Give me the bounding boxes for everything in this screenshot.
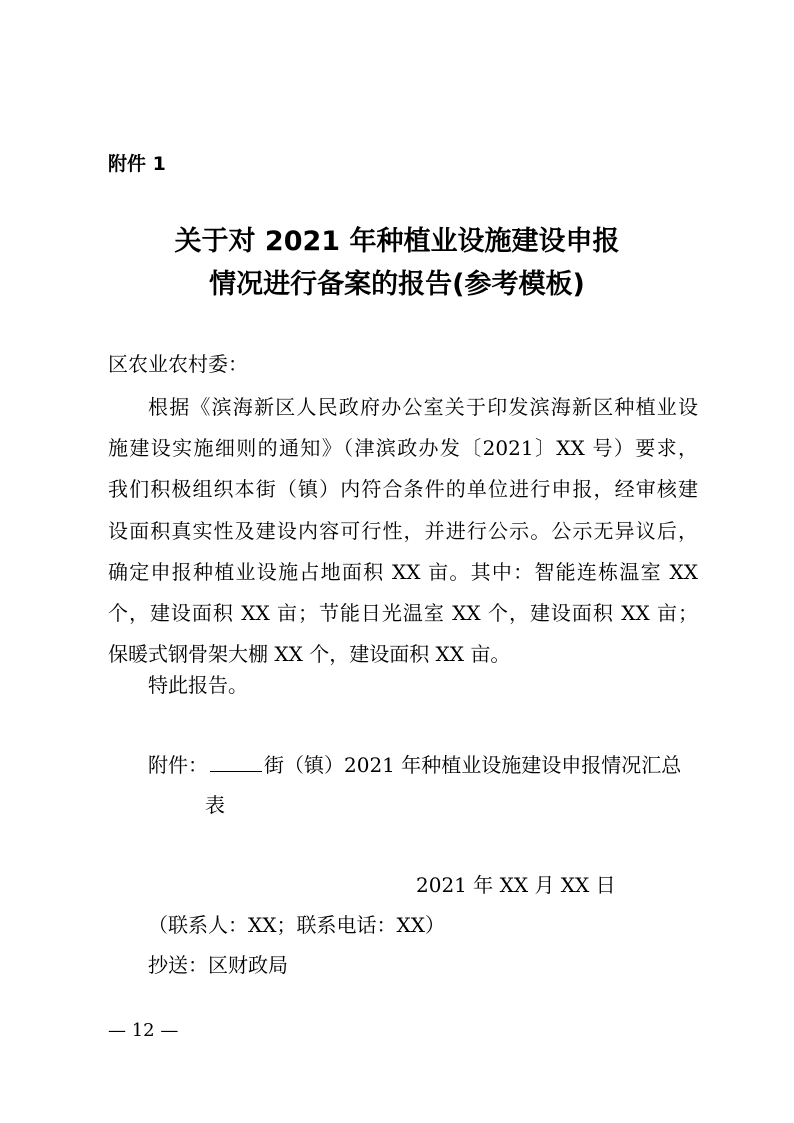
- report-date: 2021 年 XX 月 XX 日: [416, 873, 616, 897]
- body-line-7: 保暖式钢骨架大棚 XX 个，建设面积 XX 亩。: [108, 642, 511, 667]
- body-line-6: 个，建设面积 XX 亩；节能日光温室 XX 个，建设面积 XX 亩；: [108, 600, 698, 625]
- body-paragraph: [108, 387, 698, 675]
- attachment-note-continuation: 表: [205, 793, 225, 817]
- attachment-note-prefix: 附件：: [148, 753, 208, 777]
- body-line-3: 我们积极组织本街（镇）内符合条件的单位进行申报，经审核建: [108, 477, 698, 502]
- body-line-1: 根据《滨海新区人民政府办公室关于印发滨海新区种植业设: [148, 395, 698, 419]
- closing-text: 特此报告。: [148, 673, 248, 697]
- attachment-label: 附件 1: [108, 153, 166, 175]
- document-title-line-2: 情况进行备案的报告(参考模板): [209, 269, 585, 300]
- cc-line: 抄送：区财政局: [148, 953, 288, 977]
- body-line-5: 确定申报种植业设施占地面积 XX 亩。其中：智能连栋温室 XX: [108, 559, 698, 584]
- contact-info: （联系人：XX；联系电话：XX）: [148, 913, 445, 937]
- page-number: — 12 —: [108, 1020, 179, 1041]
- document-title-line-1: 关于对 2021 年种植业设施建设申报: [174, 226, 620, 257]
- body-line-2: 施建设实施细则的通知》（津滨政办发〔2021〕XX 号）要求，: [108, 436, 698, 461]
- fill-in-blank: [210, 751, 262, 772]
- salutation: 区农业农村委：: [108, 352, 248, 376]
- attachment-note-text: 街（镇）2021 年种植业设施建设申报情况汇总: [264, 753, 682, 777]
- body-line-4: 设面积真实性及建设内容可行性，并进行公示。公示无异议后，: [108, 518, 698, 543]
- attachment-note: [148, 750, 681, 780]
